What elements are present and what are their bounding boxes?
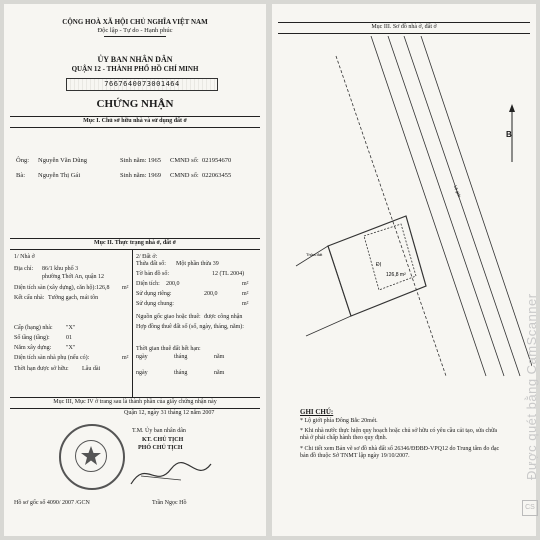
grade-label: Cấp (hạng) nhà: xyxy=(14,325,53,331)
structure-value: Tường gạch, mái tôn xyxy=(48,295,99,301)
expiry-day-label-2: ngày xyxy=(136,370,148,376)
owner-1-prefix: Ông: xyxy=(16,157,29,164)
motto-underline xyxy=(104,36,166,37)
structure-label: Kết cấu nhà: xyxy=(14,295,45,301)
certificate-back-page xyxy=(272,4,536,536)
section3-note: Mục III, Mục IV ở trang sau là thành phần của giấy chứng nhận này xyxy=(53,399,217,405)
expiry-year-label: năm xyxy=(214,354,225,360)
section2-title: Mục II. Thực trạng nhà ở, đất ở xyxy=(94,240,176,246)
district-name: QUẬN 12 - THÀNH PHỐ HỒ CHÍ MINH xyxy=(71,65,199,73)
house-heading: 1/ Nhà ở xyxy=(14,254,35,260)
section3-divider xyxy=(10,397,260,398)
owner-1-id-label: CMND số: xyxy=(170,157,199,164)
map-sheet-label: Tờ bản đồ số: xyxy=(136,271,170,277)
shared-area-unit: m² xyxy=(122,355,129,361)
land-area-unit: m² xyxy=(242,281,249,287)
map-section-title: Mục III. Sơ đồ nhà ở, đất ở xyxy=(371,24,437,30)
ownership-term-value: Lâu dài xyxy=(82,366,101,372)
private-use-label: Sử dụng riêng: xyxy=(136,291,172,297)
map-parcel-label: ĐỊ xyxy=(376,262,381,268)
origin-value: được công nhận xyxy=(204,314,243,320)
camscanner-watermark: Được quét bằng CamScanner xyxy=(524,293,539,480)
document-title: CHỨNG NHẬN xyxy=(96,98,174,110)
camscanner-logo: CS xyxy=(522,500,538,516)
floor-area-value: 126,8 xyxy=(96,285,110,291)
lease-contract-label: Hợp đồng thuê đất số (số, ngày, tháng, năm): xyxy=(136,324,244,330)
section2-divider xyxy=(10,238,260,239)
notes-heading: GHI CHÚ: xyxy=(300,408,334,416)
parcel-label: Thửa đất số: xyxy=(136,261,166,267)
private-use-value: 200,0 xyxy=(204,291,218,297)
map-neighbor-label: Thửa đất xyxy=(306,252,323,257)
signature-line-2: KT. CHỦ TỊCH xyxy=(142,437,184,443)
expiry-day-label: ngày xyxy=(136,354,148,360)
signer-name: Trần Ngọc Hồ xyxy=(152,500,187,506)
official-seal xyxy=(59,424,125,490)
land-heading: 2/ Đất ở: xyxy=(136,254,158,260)
section1-divider-bottom xyxy=(10,127,260,128)
floor-area-label: Diện tích sàn (xây dựng), căn hộ): xyxy=(14,285,97,291)
map-sheet-value: 12 (TL 2004) xyxy=(212,271,245,277)
note-2: * Khi nhà nước thực hiện quy hoạch hoặc chủ sở hữu có yêu cầu cải tạo, sửa chữa nhà ở phải chấp hành theo quy định. xyxy=(300,428,498,441)
owner-2-birth: 1969 xyxy=(148,172,161,179)
site-plan-diagram xyxy=(276,36,532,396)
land-area-label: Diện tích: xyxy=(136,281,160,287)
section2-column-divider xyxy=(132,249,133,397)
expiry-month-label-2: tháng xyxy=(174,370,188,376)
certificate-front-page xyxy=(4,4,266,536)
expiry-month-label: tháng xyxy=(174,354,188,360)
private-use-unit: m² xyxy=(242,291,249,297)
map-road-label: Lộ giới xyxy=(453,184,462,198)
north-label: B xyxy=(506,130,512,139)
address-line-1: 86/1 khu phố 3 xyxy=(42,266,79,272)
ownership-term-label: Thời hạn được sở hữu: xyxy=(14,366,69,372)
address-label: Địa chỉ: xyxy=(14,266,34,272)
common-use-label: Sử dụng chung: xyxy=(136,301,174,307)
signature-line-1: T.M. Ủy ban nhân dân xyxy=(132,428,186,434)
owner-2-id-label: CMND số: xyxy=(170,172,199,179)
map-section-divider xyxy=(278,22,530,23)
national-motto: Độc lập - Tự do - Hạnh phúc xyxy=(97,27,173,34)
handwritten-signature xyxy=(126,454,216,494)
note-1: * Lộ giới phía Đông Bắc 20mét. xyxy=(300,418,378,424)
parcel-value: Một phần thửa 39 xyxy=(176,261,219,267)
place-date: Quận 12, ngày 31 tháng 12 năm 2007 xyxy=(124,410,215,416)
common-use-unit: m² xyxy=(242,301,249,307)
map-section-divider-bottom xyxy=(278,33,530,34)
country-header: CỘNG HOÀ XÃ HỘI CHỦ NGHĨA VIỆT NAM xyxy=(62,18,208,26)
owner-1-birth: 1965 xyxy=(148,157,161,164)
origin-label: Nguồn gốc giao hoặc thuê: xyxy=(136,314,201,320)
owner-2-id: 022063455 xyxy=(202,172,232,179)
section3-divider-bottom xyxy=(10,408,260,409)
floors-value: 01 xyxy=(66,335,72,341)
note-3: * Chi tiết xem Bản vẽ sơ đồ nhà đất số 26346/ĐĐBĐ-VPQ12 do Trung tâm đo đạc bản đồ thuộc Sở TNMT lập ngày 19/10/2007. xyxy=(300,446,500,459)
record-number: Hồ sơ gốc số 4090/ 2007 /GCN xyxy=(14,500,90,506)
grade-value: "X" xyxy=(66,325,76,331)
owner-1-name: Nguyễn Văn Dũng xyxy=(38,157,87,164)
shared-area-label: Diện tích sàn nhà phụ (nếu có): xyxy=(14,355,90,361)
section2-divider-bottom xyxy=(10,249,260,250)
floors-label: Số tầng (tầng): xyxy=(14,335,50,341)
section1-divider xyxy=(10,116,260,117)
section1-title: Mục I. Chủ sở hữu nhà và sử dụng đất ở xyxy=(83,118,187,124)
map-area-label: 126,8 m² xyxy=(386,272,406,278)
address-line-2: phường Thới An, quận 12 xyxy=(42,274,104,280)
owner-2-name: Nguyễn Thị Gái xyxy=(38,172,81,179)
authority-name: ỦY BAN NHÂN DÂN xyxy=(97,55,173,64)
floor-area-unit: m² xyxy=(122,285,129,291)
owner-2-prefix: Bà: xyxy=(16,172,26,179)
land-area-value: 200,0 xyxy=(166,281,180,287)
owner-1-id: 021954670 xyxy=(202,157,232,164)
owner-1-birth-label: Sinh năm: xyxy=(120,157,147,164)
expiry-year-label-2: năm xyxy=(214,370,225,376)
year-built-label: Năm xây dựng: xyxy=(14,345,52,351)
lease-expiry-label: Thời gian thuê đất hết hạn: xyxy=(136,346,201,352)
serial-number: 7667640073001464 xyxy=(66,78,218,91)
year-built-value: "X" xyxy=(66,345,76,351)
owner-2-birth-label: Sinh năm: xyxy=(120,172,147,179)
signature-line-3: PHÓ CHỦ TỊCH xyxy=(138,445,183,451)
